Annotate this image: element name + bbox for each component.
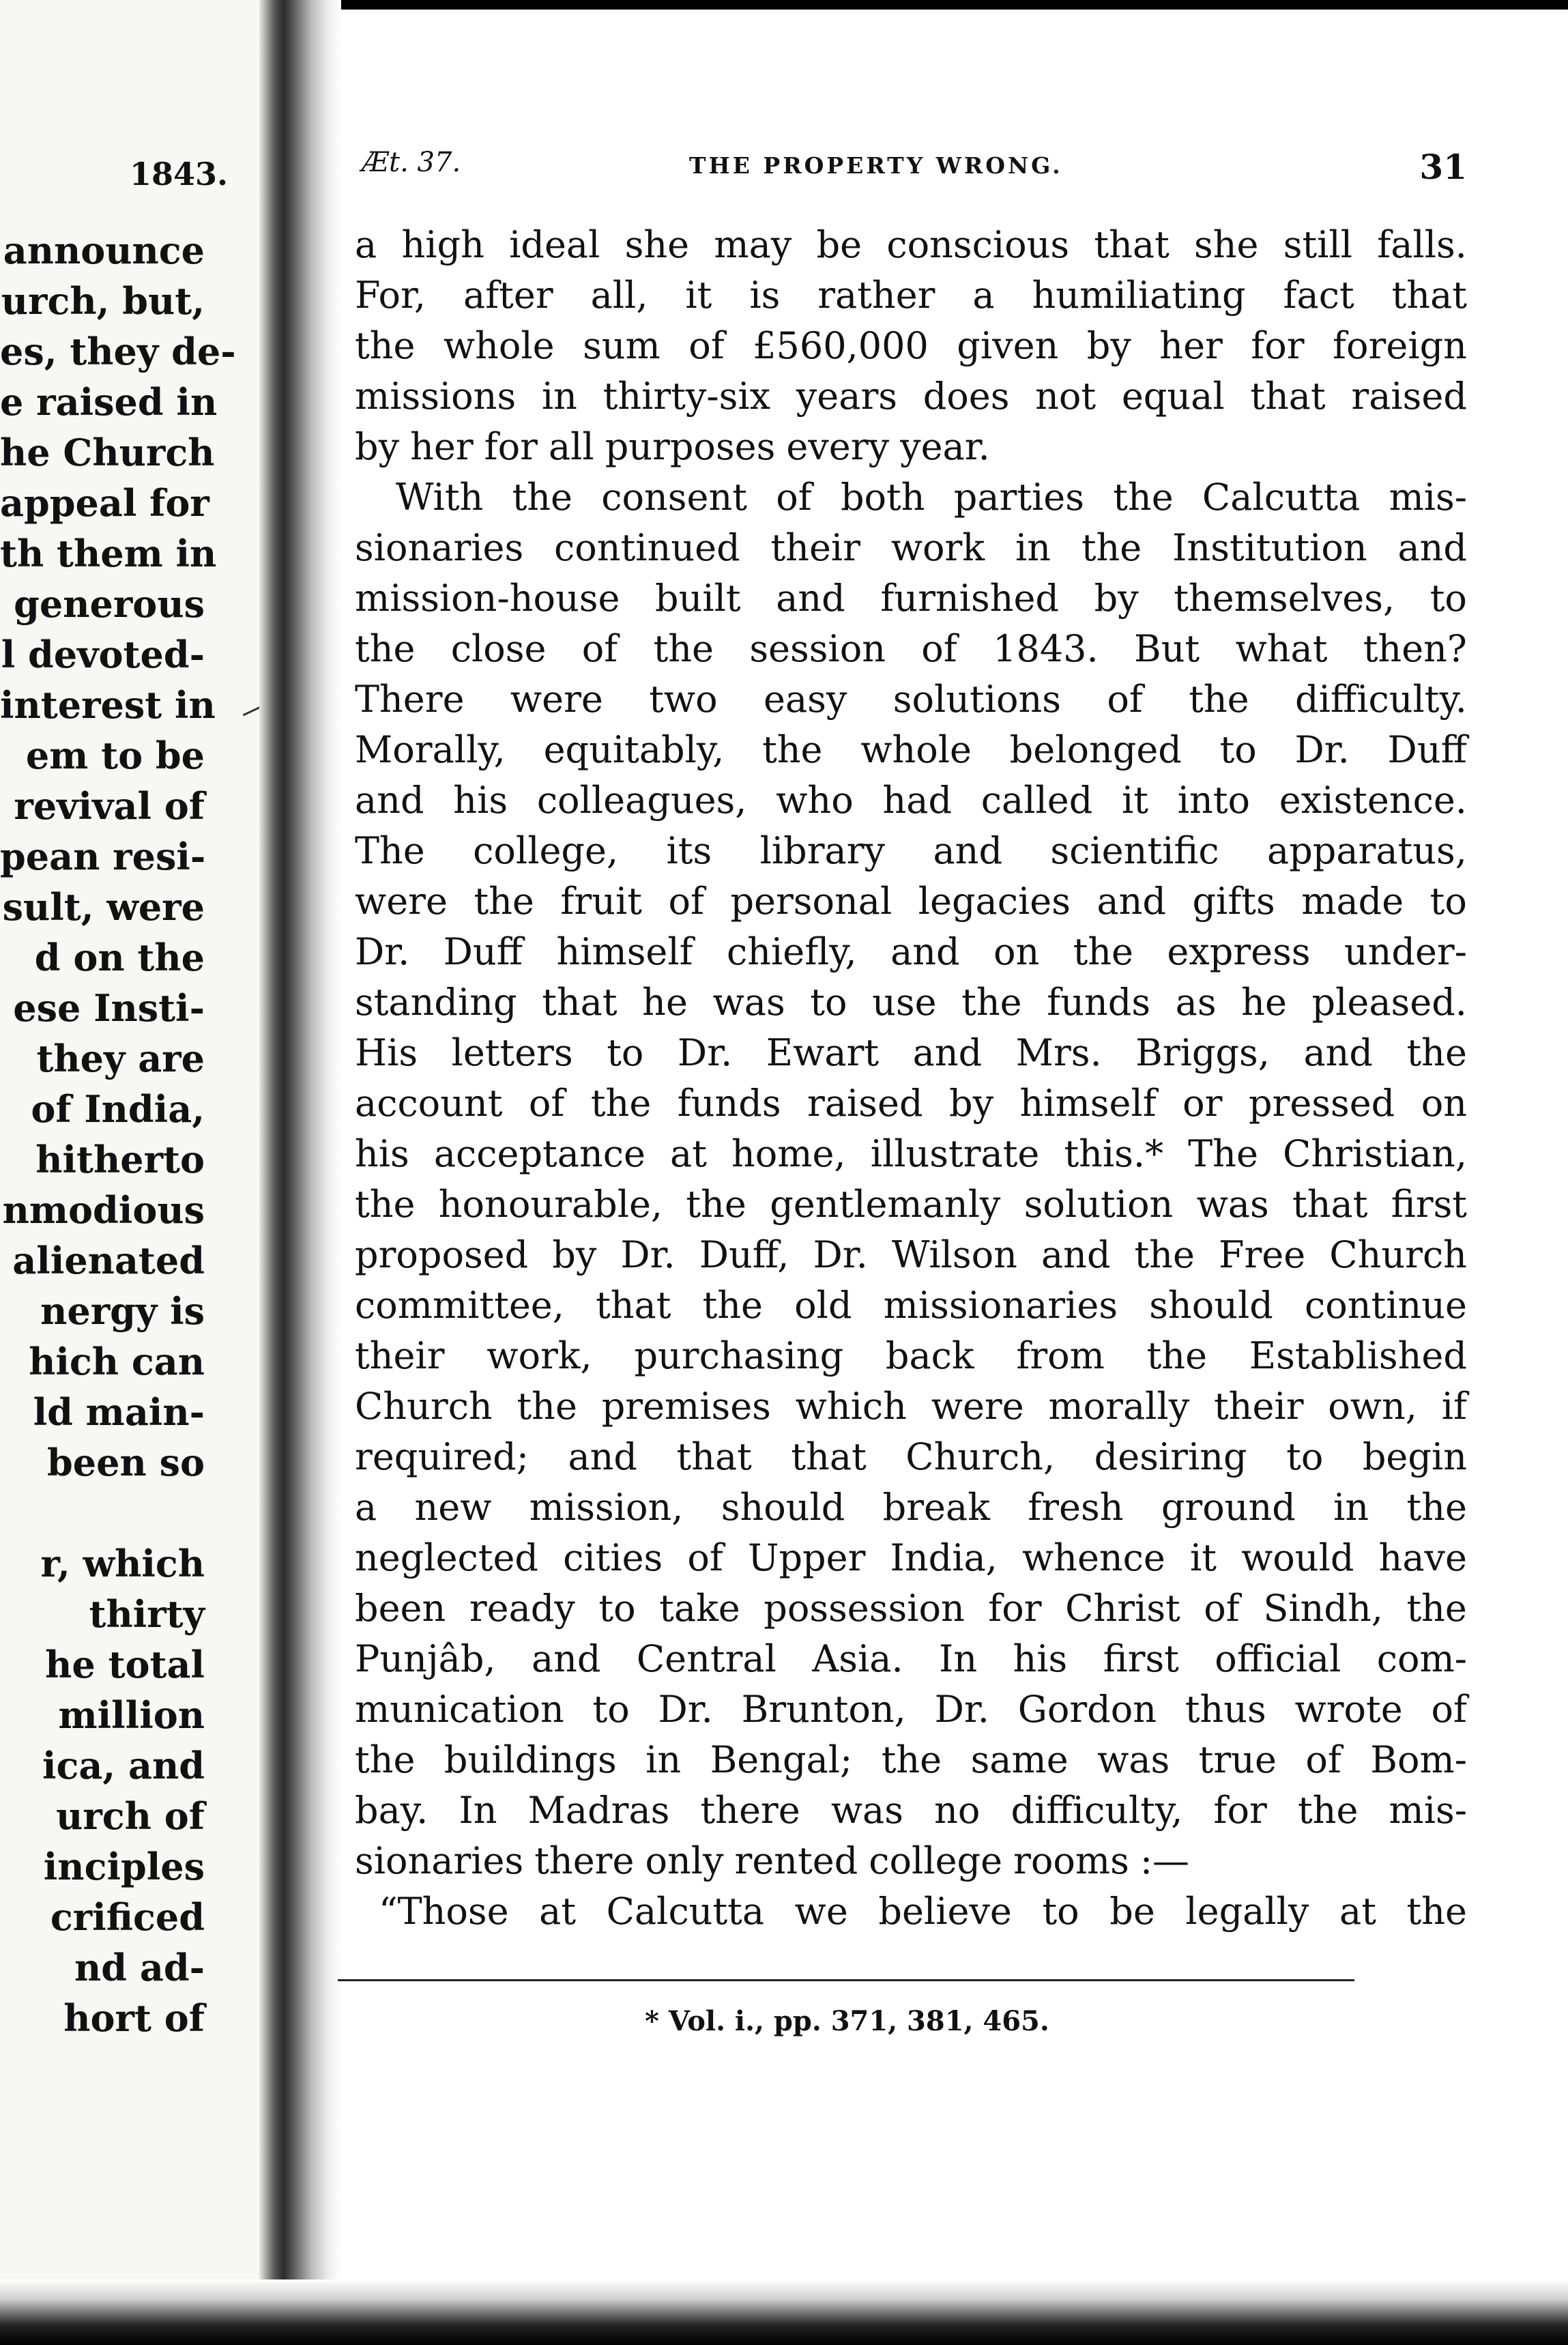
text-line: Church the premises which were morally their own, if: [355, 1385, 1467, 1428]
facing-page-line: es, they de-: [0, 330, 236, 373]
text-line: For, after all, it is rather a humiliating fact that: [355, 274, 1467, 317]
facing-page-line: he total: [45, 1643, 205, 1686]
text-line: by her for all purposes every year.: [355, 425, 990, 468]
facing-page-line: nmodious: [2, 1188, 205, 1232]
text-line: bay. In Madras there was no difficulty, for the mis-: [355, 1789, 1467, 1832]
text-line: their work, purchasing back from the Established: [355, 1334, 1467, 1377]
facing-page-line: hitherto: [35, 1138, 205, 1181]
text-line: neglected cities of Upper India, whence it would have: [355, 1536, 1467, 1579]
facing-page-line: d on the: [34, 936, 205, 979]
facing-page-line: nd ad-: [74, 1946, 205, 1989]
facing-page-line: nergy is: [40, 1289, 205, 1333]
book-gutter-shadow: [259, 0, 341, 2345]
facing-page-line: [0, 1488, 205, 1538]
facing-page-line: ese Insti-: [13, 986, 205, 1030]
facing-page-line: hich can: [29, 1340, 205, 1383]
facing-page-line: announce: [3, 229, 205, 272]
text-line: a new mission, should break fresh ground in the: [355, 1486, 1467, 1529]
facing-page-line: generous: [14, 582, 205, 626]
page-number: 31: [1419, 147, 1467, 187]
scan-bottom-edge: [0, 2279, 1568, 2345]
facing-page-line: crificed: [50, 1895, 205, 1939]
text-line: the whole sum of £560,000 given by her for foreign: [355, 324, 1467, 367]
facing-page-line: they are: [36, 1037, 205, 1080]
facing-page-line: ld main-: [33, 1390, 205, 1434]
facing-page-line: interest in: [0, 683, 216, 727]
text-line: Punjâb, and Central Asia. In his first official com-: [355, 1637, 1467, 1680]
page-title: THE PROPERTY WRONG.: [689, 152, 1063, 179]
facing-page-line: thirty: [89, 1592, 205, 1636]
text-line: the honourable, the gentlemanly solution was that first: [355, 1183, 1467, 1226]
text-line: were the fruit of personal legacies and gifts made to: [355, 880, 1467, 923]
text-line: his acceptance at home, illustrate this.* The Christian,: [355, 1132, 1467, 1175]
text-line: Morally, equitably, the whole belonged to Dr. Duff: [355, 728, 1467, 771]
footnote-rule: [338, 1979, 1354, 1981]
facing-page-text: [0, 225, 236, 2043]
text-line: account of the funds raised by himself or pressed on: [355, 1082, 1467, 1125]
text-line: “Those at Calcutta we believe to be legally at the: [379, 1890, 1467, 1933]
text-line: sionaries continued their work in the Institution and: [355, 526, 1467, 569]
facing-page-line: th them in: [0, 532, 217, 575]
text-line: required; and that that Church, desiring to begin: [355, 1435, 1467, 1478]
text-line: and his colleagues, who had called it into existence.: [355, 779, 1467, 822]
footnote: * Vol. i., pp. 371, 381, 465.: [645, 2005, 1049, 2037]
facing-page-line: alienated: [12, 1239, 205, 1282]
facing-page-line: of India,: [31, 1087, 205, 1131]
facing-page-line: been so: [47, 1441, 205, 1484]
age-marker: Æt. 37.: [362, 147, 461, 178]
text-line: Dr. Duff himself chiefly, and on the express under-: [355, 930, 1467, 973]
facing-page-line: em to be: [25, 734, 205, 777]
facing-page-line: sult, were: [2, 885, 205, 929]
text-line: munication to Dr. Brunton, Dr. Gordon thus wrote of: [355, 1688, 1467, 1731]
facing-page-line: he Church: [0, 431, 215, 474]
text-line: missions in thirty-six years does not equal that raised: [355, 375, 1467, 418]
text-line: committee, that the old missionaries should continue: [355, 1284, 1467, 1327]
facing-page-line: inciples: [43, 1845, 205, 1888]
body-text: [355, 220, 1467, 1937]
facing-page-line: appeal for: [0, 481, 209, 525]
facing-page-left: [0, 0, 273, 2345]
text-line: His letters to Dr. Ewart and Mrs. Briggs, and the: [355, 1031, 1467, 1074]
text-line: proposed by Dr. Duff, Dr. Wilson and the Free Church: [355, 1233, 1467, 1276]
text-line: the buildings in Bengal; the same was true of Bom-: [355, 1738, 1467, 1781]
facing-page-line: urch, but,: [1, 279, 205, 323]
facing-page-line: revival of: [14, 784, 205, 828]
text-line: With the consent of both parties the Calcutta mis-: [396, 476, 1467, 519]
text-line: the close of the session of 1843. But what then?: [355, 627, 1467, 670]
facing-page-line: million: [58, 1693, 205, 1737]
text-line: sionaries there only rented college rooms :—: [355, 1839, 1190, 1882]
facing-page-year: 1843.: [130, 156, 229, 192]
text-line: The college, its library and scientific apparatus,: [355, 829, 1467, 872]
main-page: [338, 0, 1539, 2279]
facing-page-line: r, which: [40, 1542, 205, 1585]
facing-page-line: pean resi-: [0, 835, 206, 878]
facing-page-line: ica, and: [42, 1744, 205, 1787]
text-line: mission-house built and furnished by themselves, to: [355, 577, 1467, 620]
text-line: a high ideal she may be conscious that she still falls.: [355, 223, 1467, 266]
text-line: standing that he was to use the funds as he pleased.: [355, 981, 1467, 1024]
facing-page-line: urch of: [56, 1794, 205, 1838]
text-line: There were two easy solutions of the difficulty.: [355, 678, 1467, 721]
running-head: [362, 147, 1467, 188]
facing-page-line: e raised in: [0, 380, 218, 424]
facing-page-line: hort of: [63, 1996, 205, 2040]
text-line: been ready to take possession for Christ of Sindh, the: [355, 1587, 1467, 1630]
facing-page-line: l devoted-: [1, 633, 205, 676]
